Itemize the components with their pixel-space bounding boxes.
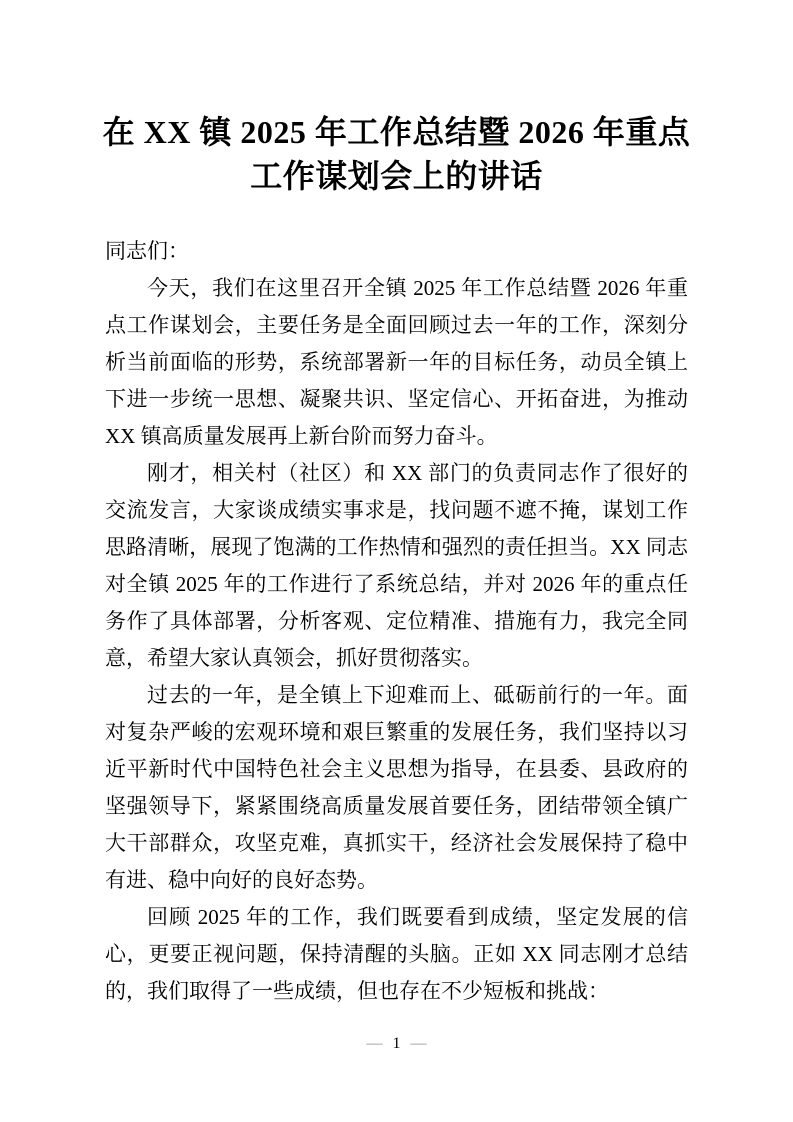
paragraph-outlook: 回顾 2025 年的工作，我们既要看到成绩，坚定发展的信心，更要正视问题，保持清醒的头脑。正如 XX 同志刚才总结的，我们取得了一些成绩，但也存在不少短板和挑战： — [105, 905, 688, 1003]
footer-dash-right: — — [410, 1035, 427, 1052]
paragraph-opening: 今天，我们在这里召开全镇 2025 年工作总结暨 2026 年重点工作谋划会，主要任务是全面回顾过去一年的工作，深刻分析当前面临的形势，系统部署新一年的目标任务，动员全镇上下进一步统一思想、凝聚共识、坚定信心、开拓奋进，为推动 XX 镇高质量发展再上新台阶而努力奋斗。 — [105, 276, 688, 448]
document-title — [70, 110, 723, 198]
title-line-2: 工作谋划会上的讲话 — [250, 158, 543, 194]
paragraph-remarks: 刚才，相关村（社区）和 XX 部门的负责同志作了很好的交流发言，大家谈成绩实事求是，找问题不遮不掩，谋划工作思路清晰，展现了饱满的工作热情和强烈的责任担当。XX 同志对全镇 2025 年的工作进行了系统总结，并对 2026 年的重点任务作了具体部署，分析客观、定位精准、措施有力，我完全同意，希望大家认真领会，抓好贯彻落实。 — [105, 461, 688, 670]
page-number: 1 — [392, 1035, 401, 1052]
paragraph-year-review: 过去的一年，是全镇上下迎难而上、砥砺前行的一年。面对复杂严峻的宏观环境和艰巨繁重的发展任务，我们坚持以习近平新时代中国特色社会主义思想为指导，在县委、县政府的坚强领导下，紧紧围绕高质量发展首要任务，团结带领全镇广大干部群众，攻坚克难，真抓实干，经济社会发展保持了稳中有进、稳中向好的良好态势。 — [105, 683, 688, 892]
footer-dash-left: — — [366, 1035, 383, 1052]
salutation: 同志们： — [105, 239, 189, 263]
document-body — [105, 233, 688, 1010]
page-footer — [0, 1034, 793, 1054]
title-line-1: 在 XX 镇 2025 年工作总结暨 2026 年重点 — [102, 114, 691, 150]
